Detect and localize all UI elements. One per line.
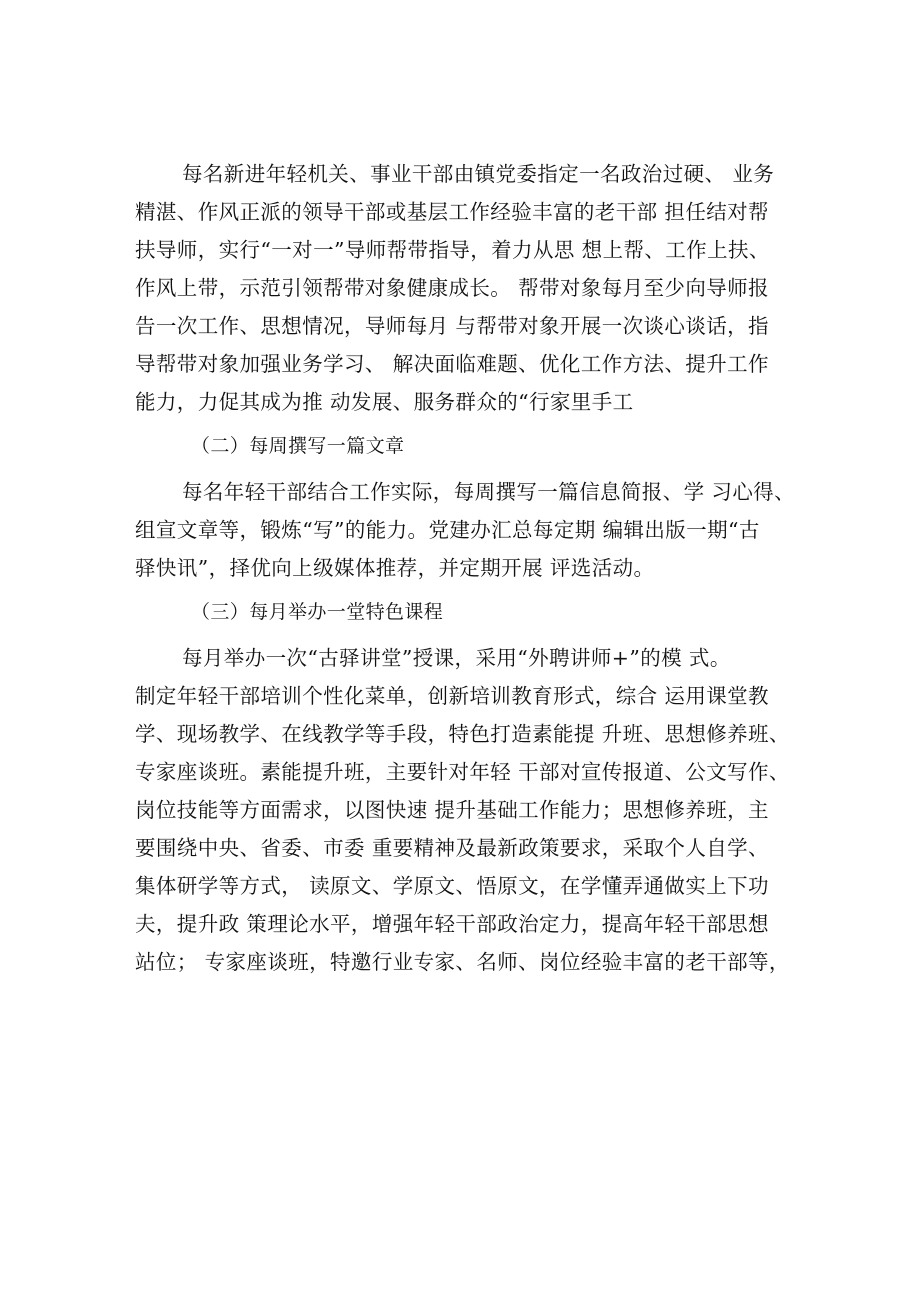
text-line: 能力，力促其成为推 动发展、服务群众的“行家里手工 — [135, 390, 634, 414]
text-line: 扶导师，实行“一对一”导师帮带指导，着力从思 想上帮、工作上扶、 — [135, 238, 770, 262]
text-line: 制定年轻干部培训个性化菜单，创新培训教育形式，综合 运用课堂教 — [135, 684, 769, 708]
text-line: 作风上带，示范引领帮带对象健康成长。 帮带对象每月至少向导师报 — [135, 276, 769, 300]
text-line: 站位； 专家座谈班，特邀行业专家、名师、岗位经验丰富的老干部等， — [135, 950, 790, 974]
section-heading-monthly-course: （三）每月举办一堂特色课程 — [191, 601, 444, 623]
text-line: 岗位技能等方面需求，以图快速 提升基础工作能力；思想修养班，主 — [135, 798, 769, 822]
text-line: 专家座谈班。素能提升班，主要针对年轻 干部对宣传报道、公文写作、 — [135, 760, 790, 784]
text-line: 驿快讯”，择优向上级媒体推荐，并定期开展 评选活动。 — [135, 556, 655, 580]
document-body — [135, 155, 795, 981]
paragraph-mentorship — [135, 155, 795, 421]
text-line: 集体研学等方式， 读原文、学原文、悟原文，在学懂弄通做实上下功 — [135, 874, 769, 898]
text-line: 导帮带对象加强业务学习、 解决面临难题、优化工作方法、提升工作 — [135, 352, 769, 376]
text-line: 每名年轻干部结合工作实际，每周撰写一篇信息简报、学 习心得、 — [182, 480, 796, 504]
paragraph-monthly-course — [135, 639, 795, 981]
paragraph-weekly-article — [135, 473, 795, 587]
section-heading-weekly-article: （二）每周撰写一篇文章 — [191, 435, 405, 457]
text-line: 组宣文章等，锻炼“写”的能力。党建办汇总每定期 编辑出版一期“古 — [135, 518, 760, 542]
text-line: 每月举办一次“古驿讲堂”授课，采用“外聘讲师+”的模 式。 — [182, 646, 731, 670]
text-line: 精湛、作风正派的领导干部或基层工作经验丰富的老干部 担任结对帮 — [135, 200, 769, 224]
text-line: 要围绕中央、省委、市委 重要精神及最新政策要求，采取个人自学、 — [135, 836, 769, 860]
text-line: 夫，提升政 策理论水平，增强年轻干部政治定力，提高年轻干部思想 — [135, 912, 769, 936]
text-line: 每名新进年轻机关、事业干部由镇党委指定一名政治过硬、 业务 — [182, 162, 775, 186]
text-line: 学、现场教学、在线教学等手段，特色打造素能提 升班、思想修养班、 — [135, 722, 790, 746]
text-line: 告一次工作、思想情况，导师每月 与帮带对象开展一次谈心谈话，指 — [135, 314, 769, 338]
